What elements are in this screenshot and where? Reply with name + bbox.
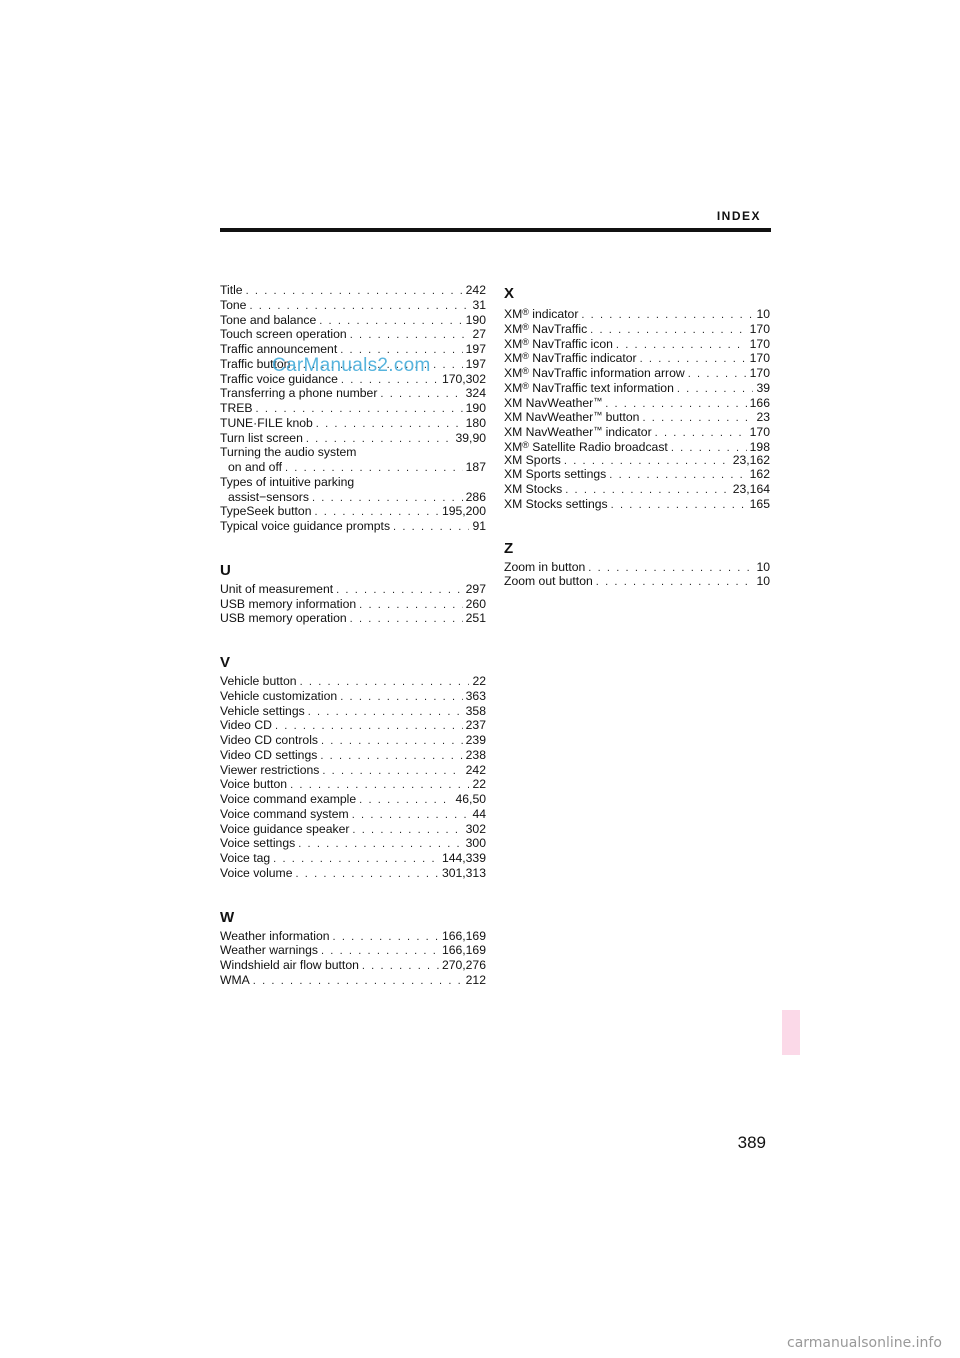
index-entry <box>504 408 770 423</box>
dot-leader <box>322 764 462 779</box>
dot-leader <box>340 690 462 705</box>
dot-leader <box>321 734 463 749</box>
entry-page: 195,200 <box>441 504 486 519</box>
dot-leader <box>249 299 469 314</box>
index-entry <box>504 379 770 394</box>
entry-label: XM® NavTraffic information arrow <box>504 366 685 380</box>
entry-label: XM Sports <box>504 452 561 467</box>
entry-page: 91 <box>472 519 486 533</box>
entry-label: Weather information <box>220 928 330 943</box>
entry-page: 10 <box>756 307 770 321</box>
entry-label: Vehicle customization <box>220 688 338 703</box>
entry-label: assist−sensors <box>228 489 309 504</box>
index-entry <box>504 423 770 438</box>
entry-label: XM Stocks <box>504 482 563 496</box>
entry-label: Traffic button <box>220 356 291 371</box>
dot-leader <box>588 561 753 576</box>
entry-label: Unit of measurement <box>220 581 334 596</box>
entry-label: XM Stocks settings <box>504 496 608 511</box>
entry-label: Touch screen operation <box>220 327 347 342</box>
dot-leader <box>677 382 754 397</box>
dot-leader <box>273 852 439 867</box>
index-entry <box>504 394 770 409</box>
index-entry <box>220 792 486 807</box>
index-entry <box>504 320 770 335</box>
index-section <box>220 560 486 626</box>
entry-page: 31 <box>472 297 486 312</box>
index-entry <box>220 674 486 689</box>
entry-page: 237 <box>465 718 486 733</box>
dot-leader <box>319 314 462 329</box>
entry-label: USB memory operation <box>220 611 347 626</box>
dot-leader <box>333 930 439 945</box>
entry-label: TypeSeek button <box>220 504 312 519</box>
entry-page: 170 <box>749 336 770 351</box>
dot-leader <box>246 284 463 299</box>
index-entry <box>220 475 486 490</box>
index-entry <box>220 748 486 763</box>
dot-leader <box>275 719 463 734</box>
entry-page: 212 <box>465 972 486 987</box>
index-entry <box>220 582 486 597</box>
watermark: CarManuals2.com <box>272 355 431 376</box>
index-entry <box>504 497 770 512</box>
section-letter: Z <box>504 539 514 557</box>
dot-leader <box>352 823 462 838</box>
index-entry <box>504 305 770 320</box>
index-entry <box>220 313 486 328</box>
entry-page: 166 <box>749 395 770 410</box>
entry-label: XM® NavTraffic text information <box>504 380 674 395</box>
entry-label: Voice command example <box>220 792 357 806</box>
entry-label: XM NavWeather™ button <box>504 410 640 425</box>
entry-page: 302 <box>465 821 486 836</box>
entry-label: XM NavWeather™ indicator <box>504 425 652 439</box>
entry-label: Voice button <box>220 777 288 792</box>
index-entry <box>220 866 486 881</box>
index-entry <box>220 401 486 416</box>
entry-label: Turning the audio system <box>220 445 357 460</box>
entry-label: Video CD controls <box>220 733 318 747</box>
entry-page: 166,169 <box>441 928 486 943</box>
dot-leader <box>336 583 463 598</box>
dot-leader <box>564 454 730 469</box>
dot-leader <box>296 867 439 882</box>
dot-leader <box>253 974 463 989</box>
index-entry <box>504 482 770 497</box>
index-entry <box>220 763 486 778</box>
entry-label: TUNE·FILE knob <box>220 415 313 430</box>
entry-label: USB memory information <box>220 596 357 611</box>
entry-page: 187 <box>465 460 486 474</box>
entry-page: 239 <box>465 733 486 747</box>
entry-label: WMA <box>220 972 250 987</box>
entry-label: XM® indicator <box>504 307 579 321</box>
entry-label: XM NavWeather™ <box>504 395 603 410</box>
entry-label: TREB <box>220 401 253 415</box>
entry-label: Turn list screen <box>220 430 303 445</box>
index-entry <box>504 560 770 575</box>
entry-page: 22 <box>472 674 486 688</box>
entry-label: Traffic announcement <box>220 342 338 356</box>
entry-page: 170 <box>749 425 770 439</box>
index-entry <box>220 431 486 446</box>
index-entry <box>220 973 486 988</box>
entry-page: 23,162 <box>732 452 770 467</box>
index-entry <box>504 574 770 589</box>
index-entry <box>220 519 486 534</box>
index-entry <box>220 445 486 460</box>
dot-leader <box>308 705 463 720</box>
index-entry <box>220 943 486 958</box>
dot-leader <box>316 417 463 432</box>
entry-label: Vehicle button <box>220 674 297 688</box>
entry-page: 39,90 <box>455 430 486 445</box>
entry-label: Transferring a phone number <box>220 386 378 401</box>
index-entry <box>220 822 486 837</box>
entry-label: XM® NavTraffic icon <box>504 336 613 351</box>
dot-leader <box>256 402 463 417</box>
index-entry <box>220 689 486 704</box>
entry-label: Zoom in button <box>504 559 586 574</box>
entry-label: Voice volume <box>220 865 293 880</box>
index-entry <box>220 611 486 626</box>
entry-label: Vehicle settings <box>220 703 305 718</box>
index-section <box>504 283 770 512</box>
dot-leader <box>590 323 746 338</box>
entry-page: 22 <box>472 777 486 792</box>
index-entry <box>220 807 486 822</box>
index-entry <box>504 467 770 482</box>
entry-label: Tone <box>220 297 247 312</box>
dot-leader <box>352 808 470 823</box>
entry-page: 251 <box>465 611 486 626</box>
dot-leader <box>565 483 729 498</box>
dot-leader <box>581 308 753 323</box>
entry-label: XM Sports settings <box>504 467 607 482</box>
index-entry <box>220 929 486 944</box>
dot-leader <box>321 944 439 959</box>
entry-page: 197 <box>465 356 486 371</box>
dot-leader <box>314 505 438 520</box>
index-entry <box>220 283 486 298</box>
index-entry <box>220 460 486 475</box>
index-column-right <box>504 283 770 615</box>
index-section <box>220 652 486 881</box>
entry-label: XM® NavTraffic indicator <box>504 351 637 366</box>
section-letter: W <box>220 908 235 926</box>
index-entry <box>220 958 486 973</box>
dot-leader <box>380 387 462 402</box>
dot-leader <box>688 367 747 382</box>
page-header-title: INDEX <box>716 209 761 223</box>
index-section <box>220 283 486 534</box>
entry-label: Title <box>220 283 243 297</box>
entry-page: 324 <box>465 386 486 401</box>
entry-page: 170 <box>749 351 770 366</box>
entry-label: Voice tag <box>220 851 271 865</box>
entry-label: Viewer restrictions <box>220 762 320 777</box>
index-entry <box>220 718 486 733</box>
entry-label: Types of intuitive parking <box>220 474 355 489</box>
footer-watermark: carmanualsonline.info <box>787 1335 942 1351</box>
header-rule <box>220 228 771 232</box>
entry-page: 300 <box>465 836 486 851</box>
entry-page: 190 <box>465 312 486 327</box>
index-entry <box>220 704 486 719</box>
index-entry <box>504 364 770 379</box>
entry-label: Typical voice guidance prompts <box>220 519 391 533</box>
entry-page: 39 <box>756 380 770 395</box>
index-entry <box>220 298 486 313</box>
entry-page: 10 <box>756 559 770 574</box>
entry-page: 144,339 <box>441 851 486 865</box>
entry-page: 170 <box>749 366 770 380</box>
index-entry <box>220 490 486 505</box>
entry-page: 358 <box>465 703 486 718</box>
entry-page: 170 <box>749 321 770 336</box>
index-entry <box>220 504 486 519</box>
dot-leader <box>285 461 463 476</box>
entry-page: 198 <box>749 439 770 454</box>
entry-label: XM® NavTraffic <box>504 321 588 336</box>
index-section <box>504 538 770 590</box>
entry-page: 166,169 <box>441 943 486 958</box>
index-entry <box>220 597 486 612</box>
entry-page: 10 <box>756 574 770 589</box>
dot-leader <box>362 959 439 974</box>
section-letter: U <box>220 561 231 579</box>
dot-leader <box>611 498 747 513</box>
entry-label: Tone and balance <box>220 312 317 327</box>
entry-label: Traffic voice guidance <box>220 371 338 386</box>
index-entry <box>504 438 770 453</box>
entry-page: 23 <box>756 410 770 425</box>
dot-leader <box>359 793 452 808</box>
entry-page: 27 <box>472 327 486 342</box>
dot-leader <box>359 598 463 613</box>
entry-label: Voice command system <box>220 806 349 821</box>
entry-page: 23,164 <box>732 482 770 496</box>
entry-page: 170,302 <box>441 371 486 386</box>
section-letter: X <box>504 285 515 302</box>
entry-page: 162 <box>749 467 770 482</box>
entry-page: 242 <box>465 762 486 777</box>
dot-leader <box>320 749 462 764</box>
entry-page: 286 <box>465 489 486 504</box>
index-entry <box>220 386 486 401</box>
entry-label: on and off <box>228 460 282 474</box>
dot-leader <box>306 432 453 447</box>
dot-leader <box>300 675 470 690</box>
entry-label: Weather warnings <box>220 943 318 958</box>
entry-label: Zoom out button <box>504 574 593 589</box>
entry-page: 301,313 <box>441 865 486 880</box>
index-entry <box>220 836 486 851</box>
index-entry <box>220 777 486 792</box>
entry-page: 197 <box>465 342 486 356</box>
index-entry <box>220 851 486 866</box>
entry-page: 44 <box>472 806 486 821</box>
dot-leader <box>298 837 462 852</box>
entry-page: 180 <box>465 415 486 430</box>
entry-label: Video CD settings <box>220 747 318 762</box>
entry-label: Voice guidance speaker <box>220 821 350 836</box>
entry-page: 260 <box>465 596 486 611</box>
dot-leader <box>290 778 469 793</box>
dot-leader <box>609 468 746 483</box>
entry-page: 190 <box>465 401 486 415</box>
dot-leader <box>393 520 469 535</box>
entry-page: 270,276 <box>441 958 486 972</box>
entry-page: 165 <box>749 496 770 511</box>
entry-page: 297 <box>465 581 486 596</box>
entry-page: 242 <box>465 283 486 297</box>
section-tab <box>782 1010 800 1055</box>
dot-leader <box>655 426 747 441</box>
entry-page: 363 <box>465 688 486 703</box>
index-column-left <box>220 283 486 1014</box>
dot-leader <box>596 575 754 590</box>
index-entry <box>220 733 486 748</box>
dot-leader <box>350 612 463 627</box>
index-entry <box>504 335 770 350</box>
entry-label: Video CD <box>220 718 272 733</box>
index-entry <box>220 327 486 342</box>
entry-page: 238 <box>465 747 486 762</box>
entry-label: XM® Satellite Radio broadcast <box>504 439 668 454</box>
index-entry <box>220 416 486 431</box>
dot-leader <box>312 491 463 506</box>
page-number: 389 <box>737 1133 766 1152</box>
dot-leader <box>642 411 753 426</box>
entry-label: Windshield air flow button <box>220 958 359 972</box>
entry-page: 46,50 <box>455 792 486 806</box>
index-section <box>220 907 486 988</box>
dot-leader <box>350 328 470 343</box>
entry-label: Voice settings <box>220 836 296 851</box>
section-letter: V <box>220 654 231 671</box>
